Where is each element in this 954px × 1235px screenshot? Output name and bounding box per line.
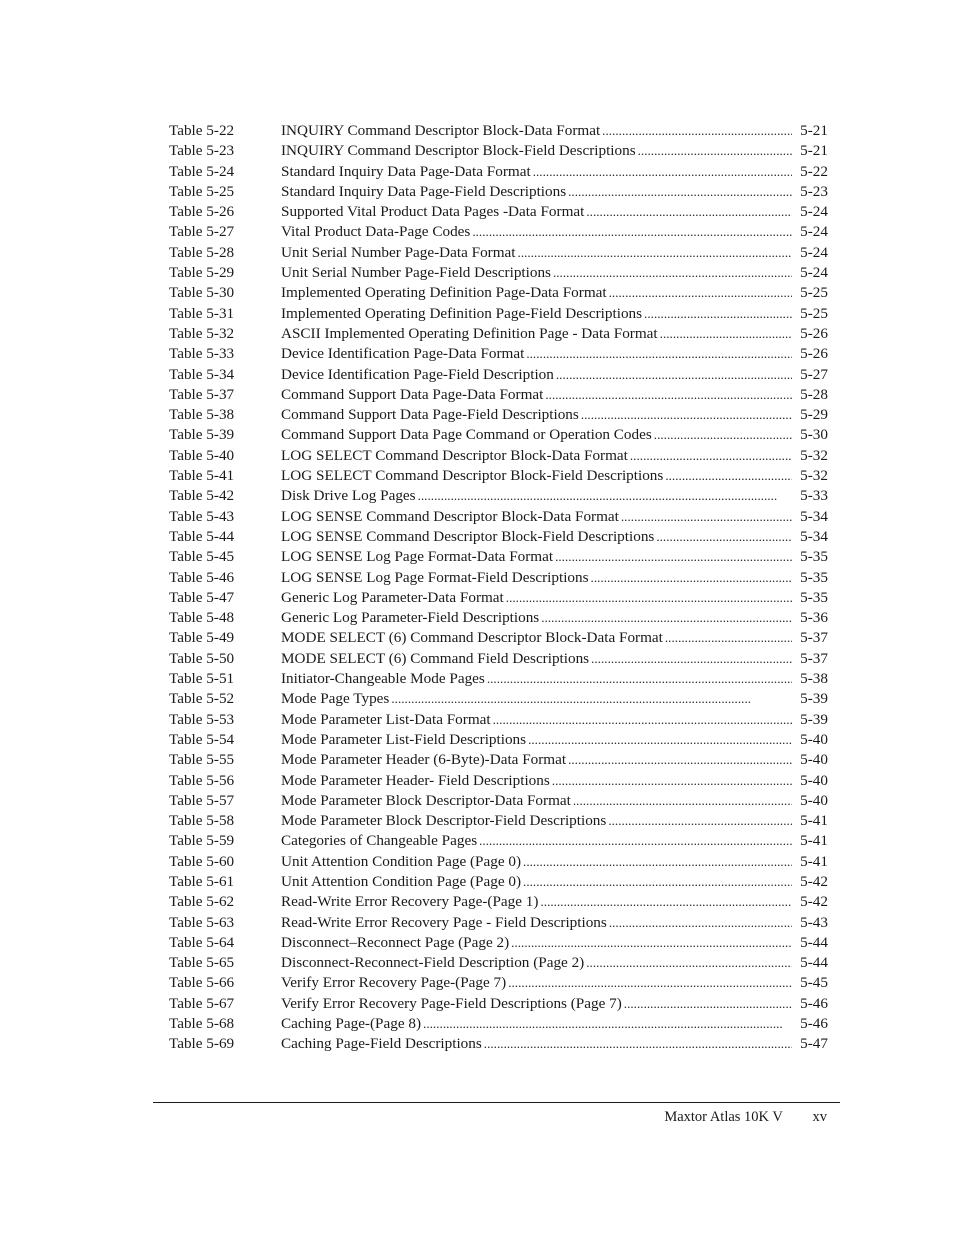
toc-entry-page: 5-32 (800, 467, 828, 485)
toc-entry-number: Table 5-69 (169, 1035, 235, 1053)
dot-leader (591, 649, 792, 669)
toc-entry-title-wrap (281, 852, 792, 872)
toc-entry[interactable] (169, 608, 828, 628)
toc-entry-page: 5-26 (800, 324, 828, 342)
toc-entry[interactable] (169, 222, 828, 242)
toc-entry-title-wrap (281, 811, 792, 831)
toc-entry-page: 5-37 (800, 649, 828, 667)
toc-entry[interactable] (169, 283, 828, 303)
toc-entry-page: 5-38 (800, 670, 828, 688)
toc-entry-title-wrap (281, 365, 792, 385)
toc-entry-number: Table 5-65 (169, 954, 235, 972)
toc-entry[interactable] (169, 791, 828, 811)
dot-leader (479, 831, 792, 851)
toc-entry[interactable] (169, 669, 828, 689)
toc-entry-number: Table 5-54 (169, 730, 235, 748)
dot-leader (484, 1034, 792, 1054)
toc-entry-title-wrap (281, 1014, 792, 1034)
toc-entry-title-wrap (281, 913, 792, 933)
toc-entry[interactable] (169, 1034, 828, 1054)
toc-entry-page: 5-21 (800, 142, 828, 160)
toc-entry-page: 5-41 (800, 832, 828, 850)
toc-entry[interactable] (169, 243, 828, 263)
toc-entry-number: Table 5-22 (169, 122, 235, 139)
toc-entry-number: Table 5-46 (169, 568, 235, 586)
table-of-tables (169, 121, 828, 1055)
toc-entry[interactable] (169, 182, 828, 202)
toc-entry[interactable] (169, 771, 828, 791)
toc-entry-number: Table 5-31 (169, 304, 235, 322)
toc-entry-title: Implemented Operating Definition Page-Data Format (281, 284, 607, 302)
toc-entry[interactable] (169, 730, 828, 750)
toc-entry-page: 5-41 (800, 812, 828, 830)
toc-entry-number: Table 5-52 (169, 690, 235, 708)
dot-leader (660, 324, 793, 344)
dot-leader (624, 994, 792, 1014)
toc-entry-page: 5-46 (800, 1015, 828, 1033)
toc-entry-number: Table 5-67 (169, 994, 235, 1012)
toc-entry-title: Generic Log Parameter-Field Descriptions (281, 609, 540, 627)
toc-entry[interactable] (169, 263, 828, 283)
toc-entry-title-wrap (281, 994, 792, 1014)
toc-entry-title-wrap (281, 649, 792, 669)
toc-entry-number: Table 5-60 (169, 852, 235, 870)
toc-entry-page: 5-26 (800, 345, 828, 363)
toc-entry[interactable] (169, 405, 828, 425)
toc-entry-title-wrap (281, 628, 792, 648)
dot-leader (665, 466, 792, 486)
dot-leader (586, 202, 792, 222)
footer-rule (153, 1102, 840, 1103)
toc-entry-page: 5-24 (800, 203, 828, 221)
toc-entry-title-wrap (281, 973, 792, 993)
toc-entry-title-wrap (281, 588, 792, 608)
toc-entry-number: Table 5-39 (169, 426, 235, 444)
toc-entry-page: 5-40 (800, 771, 828, 789)
toc-entry[interactable] (169, 507, 828, 527)
toc-entry[interactable] (169, 385, 828, 405)
toc-entry-page: 5-34 (800, 527, 828, 545)
toc-entry-number: Table 5-32 (169, 324, 235, 342)
toc-entry-title-wrap (281, 791, 792, 811)
toc-entry[interactable] (169, 811, 828, 831)
toc-entry-page: 5-24 (800, 243, 828, 261)
toc-entry-title-wrap (281, 608, 792, 628)
toc-entry-number: Table 5-59 (169, 832, 235, 850)
toc-entry-number: Table 5-24 (169, 162, 235, 180)
toc-entry[interactable] (169, 304, 828, 324)
toc-entry-title-wrap (281, 486, 792, 506)
toc-entry-title: Vital Product Data-Page Codes (281, 223, 471, 241)
toc-entry-title-wrap (281, 405, 792, 425)
toc-entry[interactable] (169, 486, 828, 506)
toc-entry-number: Table 5-48 (169, 609, 235, 627)
dot-leader (487, 669, 792, 689)
toc-entry-title: Mode Parameter Header- Field Descriptions (281, 771, 550, 789)
toc-entry-title-wrap (281, 425, 792, 445)
toc-entry[interactable] (169, 568, 828, 588)
toc-entry-page: 5-39 (800, 710, 828, 728)
dot-leader (602, 121, 792, 141)
toc-entry-title: Supported Vital Product Data Pages -Data Format (281, 203, 585, 221)
toc-entry-title: Mode Parameter List-Field Descriptions (281, 730, 527, 748)
toc-entry-title: Initiator-Changeable Mode Pages (281, 670, 485, 688)
toc-entry-title: Unit Serial Number Page-Field Descriptions (281, 264, 551, 282)
toc-entry-title-wrap (281, 831, 792, 851)
toc-entry-title-wrap (281, 446, 792, 466)
toc-entry-title-wrap (281, 121, 792, 141)
toc-entry-title: INQUIRY Command Descriptor Block-Data Format (281, 122, 601, 139)
toc-entry-page: 5-23 (800, 182, 828, 200)
toc-entry-title-wrap (281, 202, 792, 222)
dot-leader (621, 507, 792, 527)
toc-entry-page: 5-35 (800, 588, 828, 606)
toc-entry[interactable] (169, 466, 828, 486)
toc-entry-title: Command Support Data Page-Field Descriptions (281, 406, 579, 424)
toc-entry-number: Table 5-27 (169, 223, 235, 241)
toc-entry-page: 5-35 (800, 548, 828, 566)
toc-entry-number: Table 5-58 (169, 812, 235, 830)
toc-entry-number: Table 5-45 (169, 548, 235, 566)
dot-leader (418, 486, 793, 506)
toc-entry[interactable] (169, 202, 828, 222)
toc-entry-title: Device Identification Page-Data Format (281, 345, 525, 363)
toc-entry-title: LOG SENSE Log Page Format-Data Format (281, 548, 554, 566)
toc-entry-title: MODE SELECT (6) Command Field Descriptions (281, 649, 590, 667)
toc-entry-title-wrap (281, 953, 792, 973)
toc-entry-page: 5-36 (800, 609, 828, 627)
toc-entry-title: Standard Inquiry Data Page-Field Descriptions (281, 182, 567, 200)
toc-entry-page: 5-47 (800, 1035, 828, 1053)
dot-leader (591, 568, 793, 588)
toc-entry-title: Read-Write Error Recovery Page - Field Descriptions (281, 913, 607, 931)
toc-entry[interactable] (169, 750, 828, 770)
toc-entry-number: Table 5-34 (169, 365, 235, 383)
toc-entry-title-wrap (281, 507, 792, 527)
dot-leader (493, 710, 793, 730)
toc-entry-title: LOG SELECT Command Descriptor Block-Field Descriptions (281, 467, 664, 485)
toc-entry-title: LOG SENSE Command Descriptor Block-Field Descriptions (281, 527, 655, 545)
dot-leader (638, 141, 793, 161)
toc-entry-number: Table 5-62 (169, 893, 235, 911)
toc-entry-number: Table 5-40 (169, 446, 235, 464)
toc-entry-title: Unit Serial Number Page-Data Format (281, 243, 516, 261)
toc-entry-number: Table 5-51 (169, 670, 235, 688)
toc-entry-title-wrap (281, 750, 792, 770)
toc-entry-page: 5-22 (800, 162, 828, 180)
toc-entry-title-wrap (281, 730, 792, 750)
toc-entry-title: Mode Page Types (281, 690, 390, 708)
toc-entry-number: Table 5-38 (169, 406, 235, 424)
toc-entry[interactable] (169, 892, 828, 912)
toc-entry-title: Mode Parameter Block Descriptor-Data Format (281, 791, 571, 809)
toc-entry-page: 5-44 (800, 933, 828, 951)
dot-leader (472, 222, 792, 242)
toc-entry-number: Table 5-29 (169, 264, 235, 282)
toc-entry-number: Table 5-25 (169, 182, 235, 200)
toc-entry-title: ASCII Implemented Operating Definition Page - Data Format (281, 324, 658, 342)
toc-entry[interactable] (169, 1014, 828, 1034)
dot-leader (552, 771, 792, 791)
dot-leader (511, 933, 792, 953)
dot-leader (568, 750, 792, 770)
toc-entry-number: Table 5-41 (169, 467, 235, 485)
dot-leader (556, 365, 792, 385)
toc-entry-number: Table 5-42 (169, 487, 235, 505)
toc-entry-title-wrap (281, 162, 792, 182)
toc-entry-title-wrap (281, 710, 792, 730)
toc-entry-title-wrap (281, 547, 792, 567)
toc-entry-page: 5-24 (800, 223, 828, 241)
toc-entry-page: 5-37 (800, 629, 828, 647)
toc-entry-title-wrap (281, 527, 792, 547)
toc-entry-title: Verify Error Recovery Page-(Page 7) (281, 974, 507, 992)
toc-entry[interactable] (169, 162, 828, 182)
dot-leader (545, 385, 792, 405)
toc-entry[interactable] (169, 121, 828, 141)
toc-entry-page: 5-24 (800, 264, 828, 282)
toc-entry-title-wrap (281, 872, 792, 892)
dot-leader (508, 973, 792, 993)
toc-entry-title-wrap (281, 568, 792, 588)
toc-entry-number: Table 5-63 (169, 913, 235, 931)
page-footer (664, 1109, 827, 1126)
toc-entry[interactable] (169, 994, 828, 1014)
toc-entry-title-wrap (281, 1034, 792, 1054)
toc-entry-title-wrap (281, 669, 792, 689)
toc-entry-title: Disconnect–Reconnect Page (Page 2) (281, 933, 510, 951)
toc-entry-title: Disk Drive Log Pages (281, 487, 416, 505)
toc-entry-title: LOG SELECT Command Descriptor Block-Data Format (281, 446, 628, 464)
toc-entry-page: 5-29 (800, 406, 828, 424)
toc-entry-title: Caching Page-Field Descriptions (281, 1035, 482, 1053)
toc-entry-number: Table 5-30 (169, 284, 235, 302)
toc-entry-page: 5-27 (800, 365, 828, 383)
toc-entry-page: 5-46 (800, 994, 828, 1012)
toc-entry-title-wrap (281, 466, 792, 486)
toc-entry-title: Mode Parameter List-Data Format (281, 710, 491, 728)
toc-entry-number: Table 5-61 (169, 872, 235, 890)
toc-entry-title-wrap (281, 222, 792, 242)
dot-leader (609, 913, 792, 933)
toc-entry-title: Mode Parameter Header (6-Byte)-Data Format (281, 751, 567, 769)
toc-entry-title-wrap (281, 933, 792, 953)
toc-entry-title: Device Identification Page-Field Description (281, 365, 554, 383)
toc-entry-number: Table 5-68 (169, 1015, 235, 1033)
dot-leader (586, 953, 792, 973)
toc-entry-title: Unit Attention Condition Page (Page 0) (281, 872, 522, 890)
toc-entry[interactable] (169, 831, 828, 851)
toc-entry-page: 5-40 (800, 751, 828, 769)
toc-entry-title: Command Support Data Page Command or Operation Codes (281, 426, 652, 444)
dot-leader (518, 243, 793, 263)
toc-entry-title: MODE SELECT (6) Command Descriptor Block-Data Format (281, 629, 663, 647)
toc-entry[interactable] (169, 141, 828, 161)
dot-leader (391, 689, 792, 709)
toc-entry-title-wrap (281, 182, 792, 202)
toc-entry-page: 5-45 (800, 974, 828, 992)
toc-entry-page: 5-40 (800, 791, 828, 809)
toc-entry-page: 5-21 (800, 122, 828, 139)
toc-entry[interactable] (169, 852, 828, 872)
toc-entry-title: Caching Page-(Page 8) (281, 1015, 422, 1033)
toc-entry[interactable] (169, 973, 828, 993)
dot-leader (423, 1014, 792, 1034)
toc-entry-title-wrap (281, 689, 792, 709)
dot-leader (630, 446, 792, 466)
toc-entry-number: Table 5-64 (169, 933, 235, 951)
dot-leader (555, 547, 792, 567)
toc-entry[interactable] (169, 689, 828, 709)
dot-leader (506, 588, 792, 608)
toc-entry-title: LOG SENSE Log Page Format-Field Descriptions (281, 568, 589, 586)
toc-entry-page: 5-40 (800, 730, 828, 748)
toc-entry[interactable] (169, 588, 828, 608)
toc-entry[interactable] (169, 365, 828, 385)
toc-entry-title-wrap (281, 243, 792, 263)
toc-entry-number: Table 5-37 (169, 385, 235, 403)
dot-leader (609, 283, 793, 303)
toc-entry-title-wrap (281, 385, 792, 405)
toc-entry-title: INQUIRY Command Descriptor Block-Field Descriptions (281, 142, 636, 160)
dot-leader (540, 892, 792, 912)
toc-entry[interactable] (169, 344, 828, 364)
toc-entry[interactable] (169, 933, 828, 953)
toc-entry-number: Table 5-43 (169, 507, 235, 525)
toc-entry-number: Table 5-53 (169, 710, 235, 728)
toc-entry[interactable] (169, 324, 828, 344)
toc-entry-number: Table 5-50 (169, 649, 235, 667)
toc-entry-number: Table 5-26 (169, 203, 235, 221)
toc-entry-title: Standard Inquiry Data Page-Data Format (281, 162, 531, 180)
dot-leader (528, 730, 792, 750)
footer-page-number: xv (812, 1109, 827, 1125)
dot-leader (608, 811, 792, 831)
dot-leader (656, 527, 792, 547)
toc-entry-number: Table 5-57 (169, 791, 235, 809)
dot-leader (568, 182, 792, 202)
dot-leader (523, 872, 792, 892)
toc-entry-page: 5-33 (800, 487, 828, 505)
dot-leader (553, 263, 792, 283)
toc-entry-title-wrap (281, 263, 792, 283)
toc-entry-title: LOG SENSE Command Descriptor Block-Data Format (281, 507, 619, 525)
toc-entry[interactable] (169, 547, 828, 567)
toc-entry-number: Table 5-66 (169, 974, 235, 992)
toc-entry-title: Generic Log Parameter-Data Format (281, 588, 504, 606)
toc-entry-page: 5-34 (800, 507, 828, 525)
toc-entry-page: 5-28 (800, 385, 828, 403)
toc-entry[interactable] (169, 649, 828, 669)
toc-entry-number: Table 5-47 (169, 588, 235, 606)
toc-entry-title: Verify Error Recovery Page-Field Descriptions (Page 7) (281, 994, 622, 1012)
toc-entry[interactable] (169, 446, 828, 466)
toc-entry[interactable] (169, 913, 828, 933)
dot-leader (541, 608, 792, 628)
toc-entry-page: 5-35 (800, 568, 828, 586)
dot-leader (654, 425, 792, 445)
dot-leader (523, 852, 792, 872)
toc-entry-number: Table 5-23 (169, 142, 235, 160)
toc-entry-page: 5-32 (800, 446, 828, 464)
toc-entry-title: Command Support Data Page-Data Format (281, 385, 544, 403)
toc-entry-title-wrap (281, 141, 792, 161)
toc-entry[interactable] (169, 628, 828, 648)
toc-entry-title-wrap (281, 892, 792, 912)
toc-entry[interactable] (169, 710, 828, 730)
toc-entry-page: 5-25 (800, 304, 828, 322)
toc-entry-title: Unit Attention Condition Page (Page 0) (281, 852, 522, 870)
toc-entry-title-wrap (281, 771, 792, 791)
toc-entry-title-wrap (281, 324, 792, 344)
toc-entry-title: Categories of Changeable Pages (281, 832, 478, 850)
toc-entry-page: 5-44 (800, 954, 828, 972)
toc-entry[interactable] (169, 953, 828, 973)
toc-entry-page: 5-43 (800, 913, 828, 931)
toc-entry-number: Table 5-55 (169, 751, 235, 769)
toc-entry-number: Table 5-33 (169, 345, 235, 363)
toc-entry-title: Implemented Operating Definition Page-Field Descriptions (281, 304, 643, 322)
toc-entry[interactable] (169, 425, 828, 445)
toc-entry-page: 5-25 (800, 284, 828, 302)
toc-entry-number: Table 5-56 (169, 771, 235, 789)
toc-entry-page: 5-42 (800, 872, 828, 890)
toc-entry-page: 5-39 (800, 690, 828, 708)
toc-entry-page: 5-30 (800, 426, 828, 444)
dot-leader (644, 304, 792, 324)
dot-leader (533, 162, 792, 182)
toc-entry-number: Table 5-44 (169, 527, 235, 545)
toc-entry-title: Disconnect-Reconnect-Field Description (Page 2) (281, 954, 585, 972)
toc-entry-title: Mode Parameter Block Descriptor-Field Descriptions (281, 812, 607, 830)
toc-entry[interactable] (169, 527, 828, 547)
toc-entry-page: 5-41 (800, 852, 828, 870)
dot-leader (665, 628, 792, 648)
dot-leader (573, 791, 792, 811)
toc-entry-number: Table 5-49 (169, 629, 235, 647)
dot-leader (526, 344, 792, 364)
toc-entry-number: Table 5-28 (169, 243, 235, 261)
toc-entry-title-wrap (281, 304, 792, 324)
footer-document-title: Maxtor Atlas 10K V (664, 1109, 783, 1125)
toc-entry-page: 5-42 (800, 893, 828, 911)
toc-entry-title-wrap (281, 344, 792, 364)
toc-entry-title: Read-Write Error Recovery Page-(Page 1) (281, 893, 539, 911)
dot-leader (581, 405, 792, 425)
toc-entry-title-wrap (281, 283, 792, 303)
toc-entry[interactable] (169, 872, 828, 892)
